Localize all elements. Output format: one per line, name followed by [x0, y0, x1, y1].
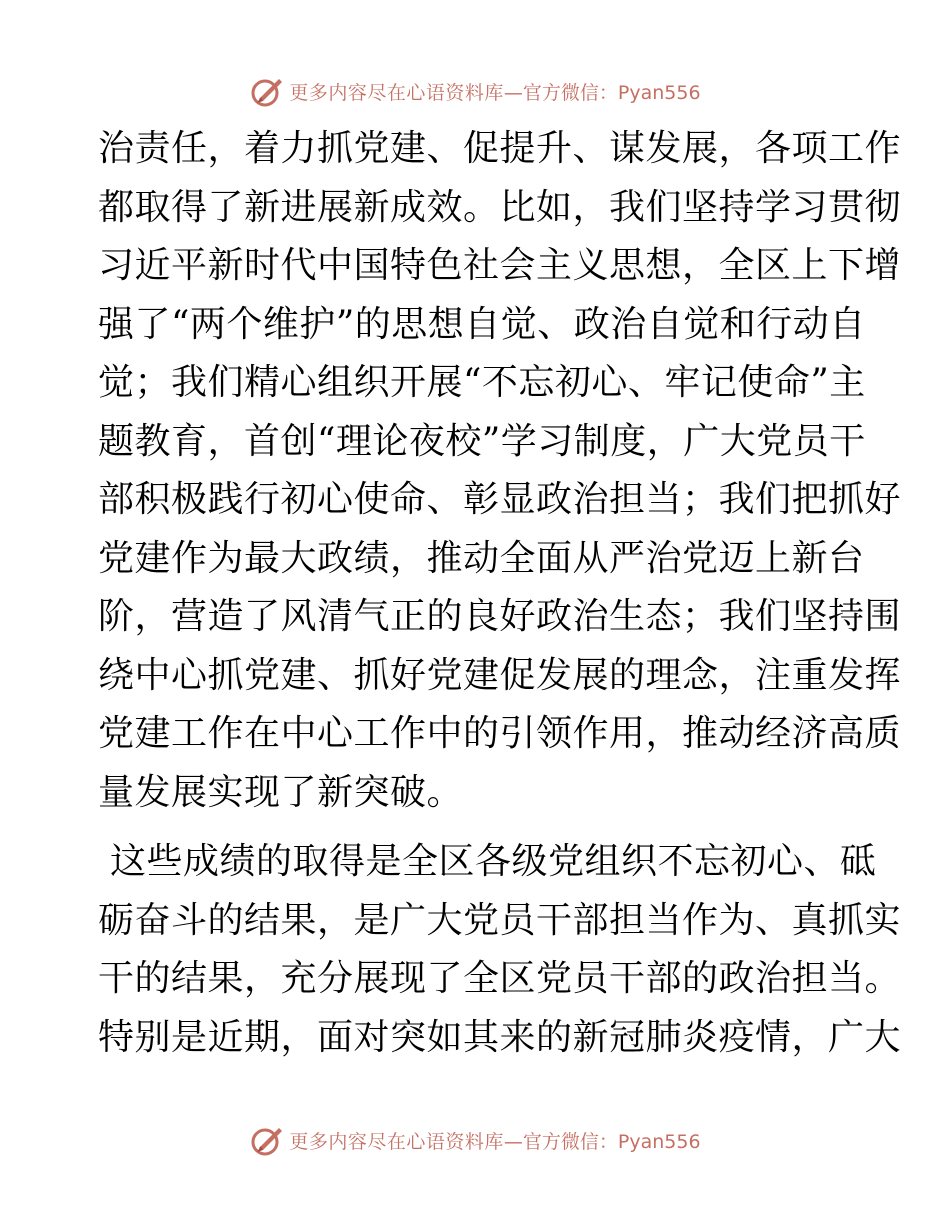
text-line: 这些成绩的取得是全区各级党组织不忘初心、砥: [98, 841, 877, 882]
paragraph: [98, 833, 902, 1067]
footer-watermark-banner: [0, 1120, 950, 1160]
text-line: 部积极践行初心使命、彰显政治担当；我们把抓好: [98, 479, 902, 520]
header-watermark-banner: [0, 71, 950, 111]
text-line: 强了“两个维护”的思想自觉、政治自觉和行动自: [98, 303, 866, 345]
text-line: 习近平新时代中国特色社会主义思想，全区上下增: [98, 245, 902, 286]
document-body: [98, 120, 902, 1067]
quill-pen-logo-icon: [249, 73, 285, 109]
text-line: 阶，营造了风清气正的良好政治生态；我们坚持围: [98, 596, 902, 637]
paragraph: [98, 120, 902, 822]
text-line: 党建工作在中心工作中的引领作用，推动经济高质: [98, 713, 902, 754]
text-line: 觉；我们精心组织开展“不忘初心、牢记使命”主: [98, 362, 866, 403]
text-line: 量发展实现了新突破。: [98, 771, 464, 813]
text-line: 绕中心抓党建、抓好党建促发展的理念，注重发挥: [98, 654, 902, 696]
quill-pen-logo-icon: [249, 1122, 285, 1158]
header-wechat-text: —官方微信：Pyan556: [503, 81, 701, 104]
paragraph-spacer: [98, 822, 850, 833]
text-line: 干的结果，充分展现了全区党员干部的政治担当。: [98, 958, 902, 999]
footer-wechat-text: —官方微信：Pyan556: [503, 1130, 701, 1153]
header-brand-text: 更多内容尽在心语资料库: [289, 81, 504, 104]
text-line: 特别是近期，面对突如其来的新冠肺炎疫情，广大: [98, 1016, 902, 1058]
text-line: 都取得了新进展新成效。比如，我们坚持学习贯彻: [98, 186, 902, 228]
footer-brand-text: 更多内容尽在心语资料库: [289, 1130, 504, 1153]
text-line: 党建作为最大政绩，推动全面从严治党迈上新台: [98, 537, 865, 579]
text-line: 题教育，首创“理论夜校”学习制度，广大党员干: [98, 420, 866, 462]
text-line: 砺奋斗的结果，是广大党员干部担当作为、真抓实: [98, 899, 902, 941]
text-line: 治责任，着力抓党建、促提升、谋发展，各项工作: [98, 128, 902, 169]
